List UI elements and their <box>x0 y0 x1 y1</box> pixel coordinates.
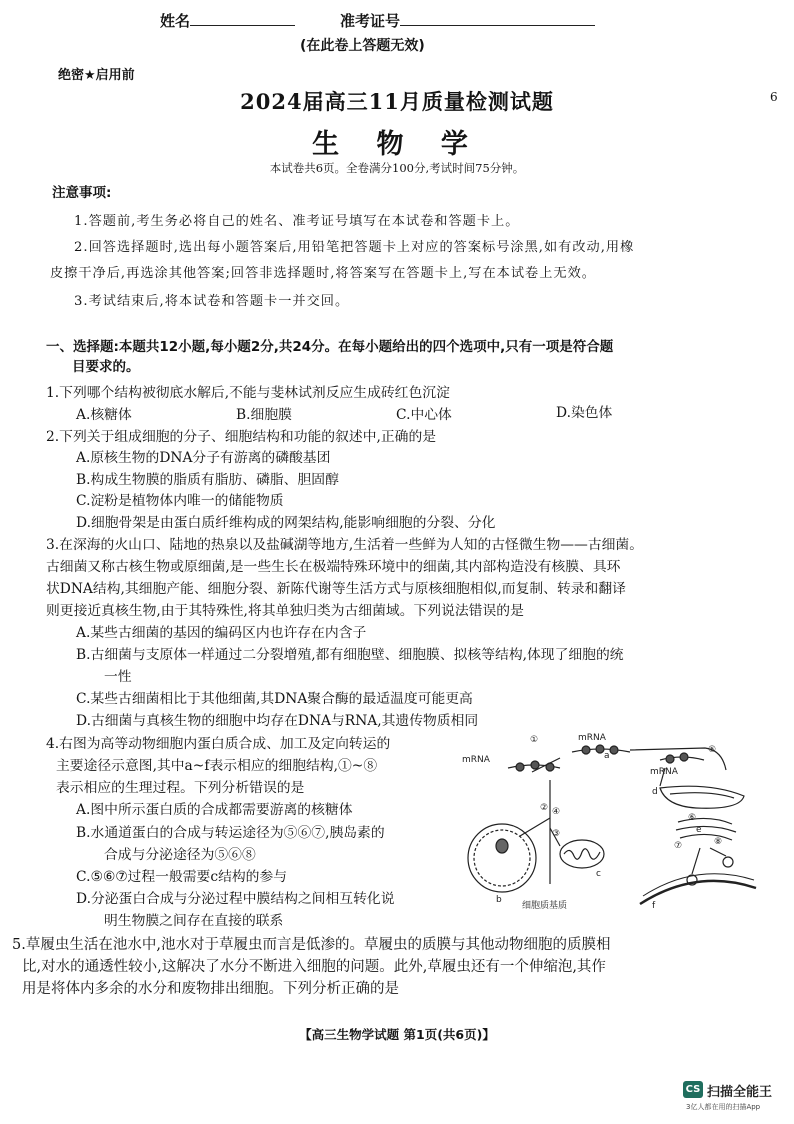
q1-option-d: D.染色体 <box>556 405 613 421</box>
diagram-label-e: e <box>696 825 702 835</box>
q3-option-c: C.某些古细菌相比于其他细菌,其DNA聚合酶的最适温度可能更高 <box>76 691 473 707</box>
q3-stem-1: 3.在深海的火山口、陆地的热泉以及盐碱湖等地方,生活着一些鲜为人知的古怪微生物——古细菌。 <box>46 537 644 553</box>
q3-stem-2: 古细菌又称古核生物或原细菌,是一些生长在极端特殊环境中的细菌,其内部构造没有核膜、具环 <box>46 559 621 575</box>
q2-option-d: D.细胞骨架是由蛋白质纤维构成的网架结构,能影响细胞的分裂、分化 <box>76 515 496 531</box>
name-blank <box>190 10 295 26</box>
invalid-note: (在此卷上答题无效) <box>300 38 425 54</box>
diagram-label-2: ② <box>540 803 549 813</box>
diagram-label-mrna-left: mRNA <box>462 755 490 765</box>
diagram-label-1: ① <box>530 735 539 745</box>
q2-stem: 2.下列关于组成细胞的分子、细胞结构和功能的叙述中,正确的是 <box>46 429 437 445</box>
q4-option-d-cont: 明生物膜之间存在直接的联系 <box>104 913 284 929</box>
diagram-label-3: ③ <box>552 829 561 839</box>
diagram-label-cytoplasm: 细胞质基质 <box>522 901 568 911</box>
q1-stem: 1.下列哪个结构被彻底水解后,不能与斐林试剂反应生成砖红色沉淀 <box>46 385 450 401</box>
secret-label: 绝密★启用前 <box>58 68 135 83</box>
note-2-cont: 皮擦干净后,再选涂其他答案;回答非选择题时,将答案写在答题卡上,写在本试卷上无效。 <box>50 266 596 281</box>
diagram-label-a: a <box>604 751 610 761</box>
note-1: 1.答题前,考生务必将自己的姓名、准考证号填写在本试卷和答题卡上。 <box>74 214 520 229</box>
diagram-label-7: ⑦ <box>674 841 683 851</box>
notes-heading: 注意事项: <box>52 185 112 201</box>
q2-option-b: B.构成生物膜的脂质有脂肪、磷脂、胆固醇 <box>76 472 339 488</box>
q4-option-d: D.分泌蛋白合成与分泌过程中膜结构之间相互转化说 <box>76 891 395 907</box>
q4-stem-1: 4.右图为高等动物细胞内蛋白质合成、加工及定向转运的 <box>46 736 391 752</box>
exam-title: 2024届高三11月质量检测试题 <box>240 89 554 114</box>
section-1-heading-cont: 目要求的。 <box>72 359 140 375</box>
q3-stem-4: 则更接近真核生物,由于其特殊性,将其单独归类为古细菌域。下列说法错误的是 <box>46 603 524 619</box>
name-field <box>160 10 295 31</box>
q3-option-a: A.某些古细菌的基因的编码区内也许存在内含子 <box>76 625 367 641</box>
exam-id-label: 准考证号 <box>340 12 401 30</box>
q4-stem-3: 表示相应的生理过程。下列分析错误的是 <box>56 780 305 796</box>
q1-option-c: C.中心体 <box>396 407 452 423</box>
diagram-label-d: d <box>652 787 658 797</box>
diagram-label-4: ④ <box>552 807 561 817</box>
q2-option-c: C.淀粉是植物体内唯一的储能物质 <box>76 493 284 509</box>
q4-option-b: B.水通道蛋白的合成与转运途径为⑤⑥⑦,胰岛素的 <box>76 825 385 841</box>
q3-option-d: D.古细菌与真核生物的细胞中均存在DNA与RNA,其遗传物质相同 <box>76 713 479 729</box>
q3-stem-3: 状DNA结构,其细胞产能、细胞分裂、新陈代谢等生活方式与原核细胞相似,而复制、转录和翻译 <box>46 581 626 597</box>
q3-option-b: B.古细菌与支原体一样通过二分裂增殖,都有细胞壁、细胞膜、拟核等结构,体现了细胞的统 <box>76 647 624 663</box>
corner-number: 6 <box>770 90 778 104</box>
q4-option-b-cont: 合成与分泌途径为⑤⑥⑧ <box>104 847 256 863</box>
section-1-heading: 一、选择题:本题共12小题,每小题2分,共24分。在每小题给出的四个选项中,只有一项是符合题 <box>46 339 614 355</box>
scanner-tagline: 3亿人都在用的扫描App <box>686 1103 761 1111</box>
note-3: 3.考试结束后,将本试卷和答题卡一并交回。 <box>74 294 350 309</box>
diagram-label-8: ⑧ <box>714 837 723 847</box>
note-2: 2.回答选择题时,选出每小题答案后,用铅笔把答题卡上对应的答案标号涂黑,如有改动,用橡 <box>74 240 635 255</box>
q5-stem-3: 用是将体内多余的水分和废物排出细胞。下列分析正确的是 <box>22 981 399 997</box>
exam-id-blank <box>400 10 595 26</box>
q2-option-a: A.原核生物的DNA分子有游离的磷酸基团 <box>76 450 331 466</box>
q3-option-b-cont: 一性 <box>104 669 132 685</box>
diagram-label-mrna-right: mRNA <box>650 767 678 777</box>
diagram-label-mrna-top: mRNA <box>578 733 606 743</box>
exam-info: 本试卷共6页。全卷满分100分,考试时间75分钟。 <box>269 161 525 175</box>
diagram-label-6: ⑥ <box>688 813 697 823</box>
diagram-label-f: f <box>652 901 656 911</box>
q1-option-a: A.核糖体 <box>76 407 132 423</box>
diagram-label-5: ⑤ <box>708 745 717 755</box>
scanner-logo: CS <box>683 1081 703 1098</box>
diagram-label-c: c <box>596 869 601 879</box>
q4-option-c: C.⑤⑥⑦过程一般需要c结构的参与 <box>76 869 288 885</box>
subject-title: 生 物 学 <box>312 129 482 160</box>
exam-id-field <box>340 10 595 31</box>
scanner-app-name: 扫描全能王 <box>707 1085 773 1100</box>
q4-stem-2: 主要途径示意图,其中a~f表示相应的细胞结构,①~⑧ <box>56 758 378 774</box>
page-footer: 【高三生物学试题 第1页(共6页)】 <box>299 1027 495 1042</box>
q5-stem-1: 5.草履虫生活在池水中,池水对于草履虫而言是低渗的。草履虫的质膜与其他动物细胞的质膜相 <box>12 937 611 953</box>
q5-stem-2: 比,对水的通透性较小,这解决了水分不断进入细胞的问题。此外,草履虫还有一个伸缩泡,其作 <box>22 959 606 975</box>
protein-transport-diagram <box>460 728 760 912</box>
q4-option-a: A.图中所示蛋白质的合成都需要游离的核糖体 <box>76 802 353 818</box>
q1-option-b: B.细胞膜 <box>236 407 292 423</box>
diagram-label-b: b <box>496 895 502 905</box>
name-label: 姓名 <box>160 12 191 30</box>
